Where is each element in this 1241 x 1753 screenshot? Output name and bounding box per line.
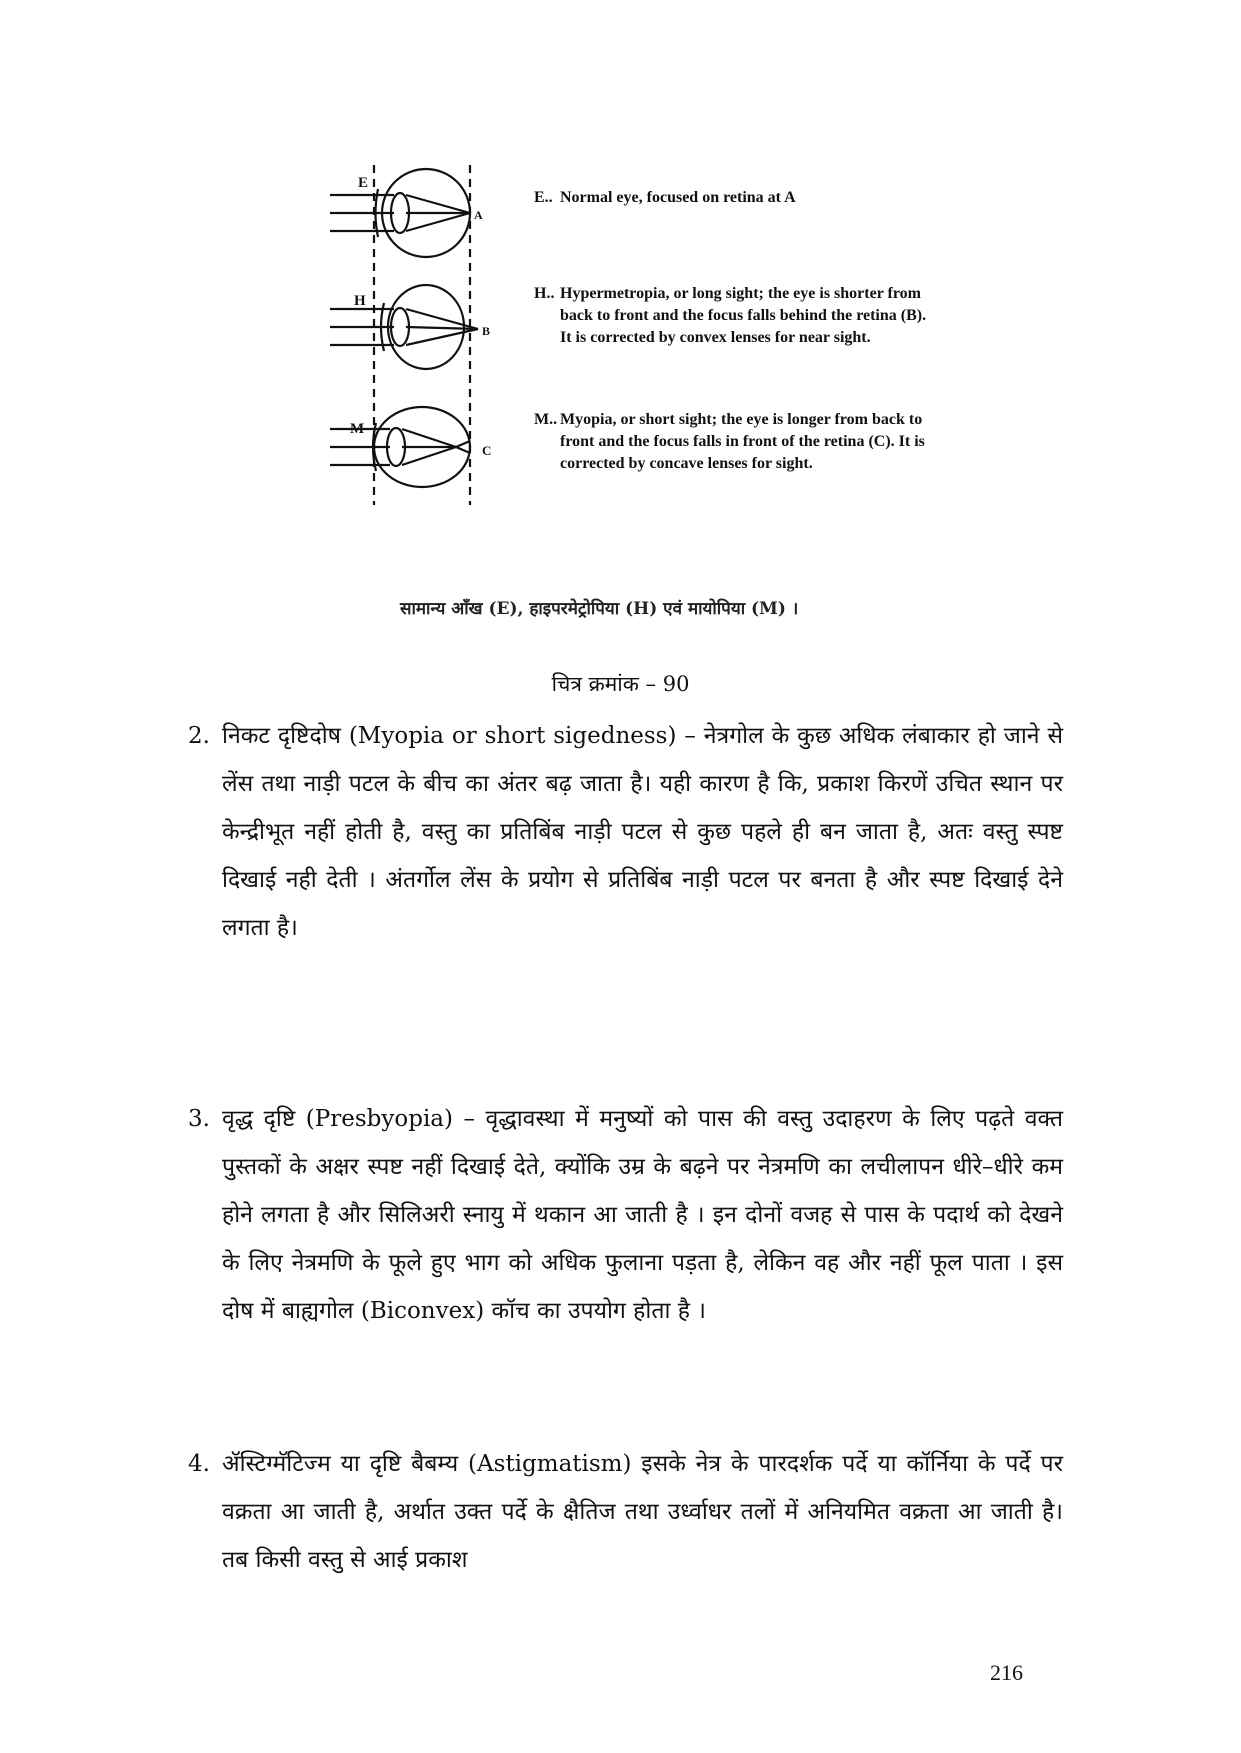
page-number: 216 [990, 1660, 1023, 1685]
eye-defects-figure [350, 165, 930, 565]
item-text: निकट दृष्टिदोष (Myopia or short sigedness) – नेत्रगोल के कुछ अधिक लंबाकार हो जाने से लेंस तथा नाड़ी पटल के बीच का अंतर बढ़ जाता है। यही कारण है कि, प्रकाश किरणें उचित स्थान पर केन्द्रीभूत नहीं होती है, वस्तु का प्रतिबिंब नाड़ी पटल से कुछ पहले ही बन जाता है, अतः वस्तु स्पष्ट दिखाई नही देती । अंतर्गोल लेंस के प्रयोग से प्रतिबिंब नाड़ी पटल पर बनता है और स्पष्ट दिखाई देने लगता है। [222, 723, 1063, 941]
item-number: 2. [188, 723, 210, 749]
eye-diagram [350, 165, 560, 565]
caption-myopia-text: Myopia, or short sight; the eye is longer from back to front and the focus falls in front of the retina (C). It is corrected by concave lenses for sight. [560, 411, 925, 472]
label-m: M [350, 421, 365, 437]
item-text: ॲस्टिग्मॅटिज्म या दृष्टि बैबम्य (Astigmatism) इसके नेत्र के पारदर्शक पर्दे या कॉर्निया के पर्दे पर वक्रता आ जाती है, अर्थात उक्त पर्दे के क्षैतिज तथा उर्ध्वाधर तलों में अनियमित वक्रता आ जाती है। तब किसी वस्तु से आई प्रकाश [222, 1451, 1063, 1573]
figure-subcaption: सामान्य आँख (E), हाइपरमेट्रोपिया (H) एवं मायोपिया (M) । [400, 599, 799, 619]
label-b: B [482, 324, 491, 338]
caption-normal [534, 187, 930, 209]
label-e: E [358, 175, 369, 191]
caption-hypermetropia [534, 283, 930, 349]
label-c: C [482, 443, 492, 458]
item-text: वृद्ध दृष्टि (Presbyopia) – वृद्धावस्था में मनुष्यों को पास की वस्तु उदाहरण के लिए पढ़ते वक्त पुस्तकों के अक्षर स्पष्ट नहीं दिखाई देते, क्योंकि उम्र के बढ़ने पर नेत्रमणि का लचीलापन धीरे–धीरे कम होने लगता है और सिलिअरी स्नायु में थकान आ जाती है । इन दोनों वजह से पास के पदार्थ को देखने के लिए नेत्रमणि के फूले हुए भाग को अधिक फुलाना पड़ता है, लेकिन वह और नहीं फूल पाता । इस दोष में बाह्यगोल (Biconvex) कॉच का उपयोग होता है । [222, 1106, 1063, 1324]
hypermetropic-eye [330, 285, 478, 369]
normal-eye [330, 169, 470, 257]
caption-hypermetropia-key: H.. [534, 285, 555, 302]
label-a: A [474, 208, 483, 222]
caption-myopia [534, 409, 930, 475]
item-number: 4. [188, 1451, 210, 1477]
caption-normal-key: E.. [534, 189, 553, 206]
label-h: H [354, 293, 366, 309]
item-number: 3. [188, 1106, 210, 1132]
caption-hypermetropia-text: Hypermetropia, or long sight; the eye is shorter from back to front and the focus falls behind the retina (B). It is corrected by convex lenses for near sight. [560, 285, 927, 346]
caption-normal-text: Normal eye, focused on retina at A [560, 189, 796, 206]
myopic-eye [330, 407, 470, 487]
caption-myopia-key: M.. [534, 411, 558, 428]
figure-number: चित्र क्रमांक – 90 [551, 672, 690, 696]
